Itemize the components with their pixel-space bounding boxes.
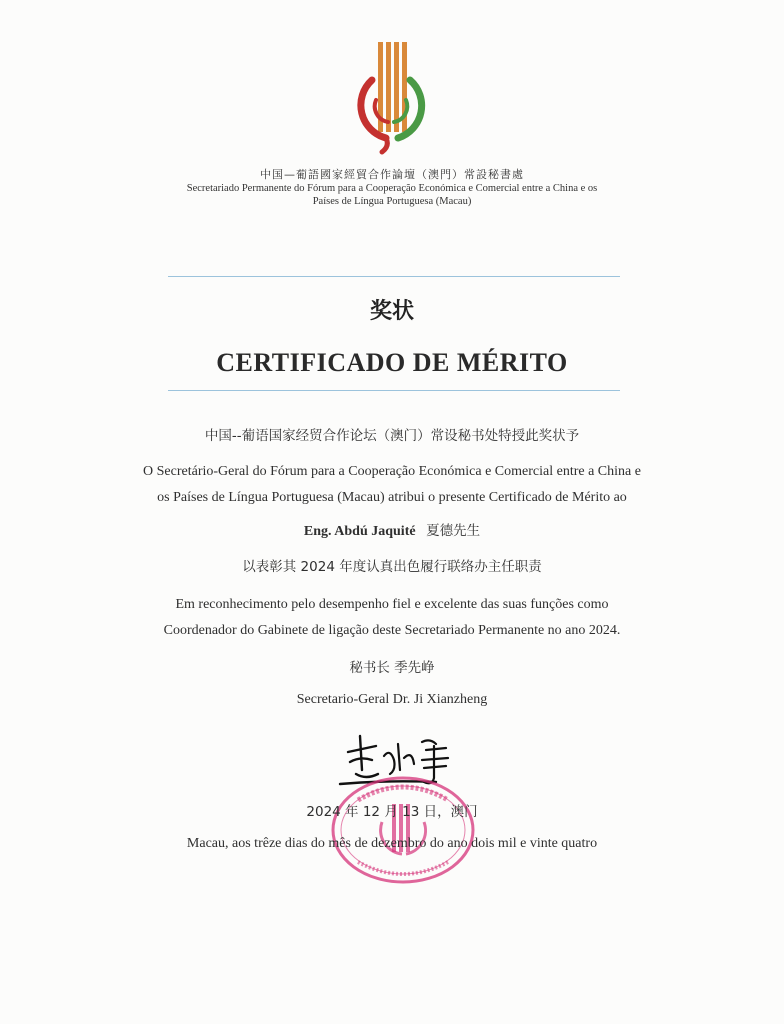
award-text-portuguese	[0, 459, 784, 511]
title-chinese: 奖状	[369, 299, 414, 324]
official-seal-stamp	[328, 770, 478, 890]
recipient	[0, 519, 784, 540]
award-pt-line2: os Países de Língua Portuguesa (Macau) atribui o presente Certificado de Mérito ao	[157, 490, 627, 505]
title-portuguese: CERTIFICADO DE MÉRITO	[216, 348, 568, 377]
reason-pt-line1: Em reconhecimento pelo desempenho fiel e excelente das suas funções como	[175, 597, 609, 612]
award-pt-line1: O Secretário-Geral do Fórum para a Cooperação Económica e Comercial entre a China e	[143, 464, 641, 479]
signatory-title-chinese: 秘书长 季先峥	[349, 660, 435, 676]
reason-pt-line2: Coordenador do Gabinete de ligação deste Secretariado Permanente no ano 2024.	[163, 623, 621, 638]
top-divider	[168, 276, 620, 277]
forum-logo-icon	[336, 40, 446, 158]
reason-text-portuguese	[0, 592, 784, 644]
recipient-name-portuguese: Eng. Abdú Jaquité	[303, 524, 416, 539]
org-name-portuguese	[0, 182, 784, 208]
reason-text-chinese: 以表彰其 2024 年度认真出色履行联络办主任职责	[242, 559, 542, 575]
org-name-pt-line2: Países de Língua Portuguesa (Macau)	[312, 196, 472, 207]
bottom-divider	[168, 390, 620, 391]
date-portuguese: Macau, aos trêze dias do mês de dezembro do ano dois mil e vinte quatro	[186, 836, 598, 851]
award-text-chinese: 中国--葡语国家经贸合作论坛（澳门）常设秘书处特授此奖状予	[204, 428, 580, 444]
org-name-chinese: 中国—葡語國家經貿合作論壇（澳門）常設秘書處	[260, 168, 524, 181]
date-chinese: 2024 年 12 月 13 日，澳门	[306, 804, 478, 820]
org-name-pt-line1: Secretariado Permanente do Fórum para a Cooperação Económica e Comercial entre a China e os	[186, 183, 598, 194]
recipient-name-chinese: 夏德先生	[426, 523, 481, 539]
signatory-title-portuguese: Secretario-Geral Dr. Ji Xianzheng	[296, 692, 488, 707]
